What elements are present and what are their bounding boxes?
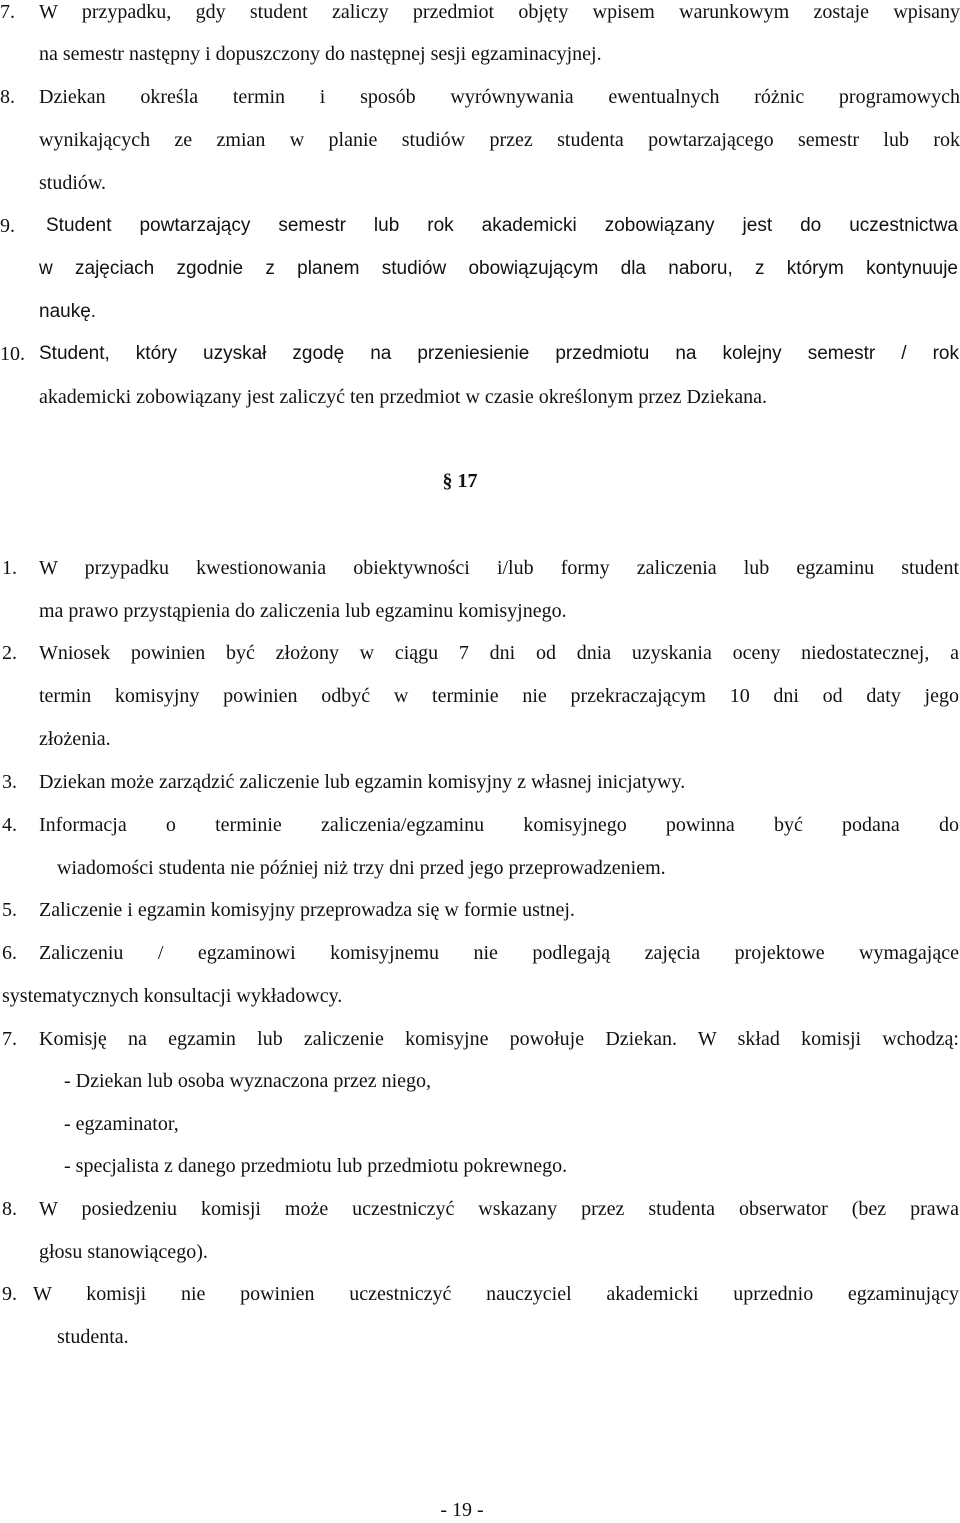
item-text-line: Zaliczeniu / egzaminowi komisyjnemu nie podlegają zajęcia projektowe wymagające [39, 942, 959, 964]
item-number: 7. [0, 1, 15, 23]
item-text-line: Informacja o terminie zaliczenia/egzaminu komisyjnego powinna być podana do [39, 814, 959, 836]
item-text-line: systematycznych konsultacji wykładowcy. [2, 985, 343, 1007]
sub-list-item: - specjalista z danego przedmiotu lub przedmiotu pokrewnego. [64, 1155, 568, 1177]
item-number: 8. [0, 86, 15, 108]
item-number: 8. [2, 1198, 17, 1220]
item-text-line: na semestr następny i dopuszczony do następnej sesji egzaminacyjnej. [39, 43, 602, 65]
item-text-line: Student powtarzający semestr lub rok akademicki zobowiązany jest do uczestnictwa [46, 215, 958, 236]
item-text-line: W przypadku kwestionowania obiektywności i/lub formy zaliczenia lub egzaminu student [39, 557, 959, 579]
item-number: 10. [0, 343, 25, 365]
item-number: 7. [2, 1028, 17, 1050]
item-text-line: W posiedzeniu komisji może uczestniczyć wskazany przez studenta obserwator (bez prawa [39, 1198, 959, 1220]
item-number: 2. [2, 642, 17, 664]
page-number: - 19 - [440, 1499, 484, 1521]
item-text-line: głosu stanowiącego). [39, 1241, 208, 1263]
item-text-line: studiów. [39, 172, 107, 194]
item-text-line: termin komisyjny powinien odbyć w terminie nie przekraczającym 10 dni od daty jego [39, 685, 959, 707]
item-number: 4. [2, 814, 17, 836]
item-text-line: studenta. [57, 1326, 129, 1348]
sub-list-item: - Dziekan lub osoba wyznaczona przez niego, [64, 1070, 432, 1092]
item-text-line: wiadomości studenta nie później niż trzy dni przed jego przeprowadzeniem. [57, 857, 666, 879]
item-number: 5. [2, 899, 17, 921]
item-number: 6. [2, 942, 17, 964]
sub-list-item: - egzaminator, [64, 1113, 179, 1135]
item-text-line: Wniosek powinien być złożony w ciągu 7 dni od dnia uzyskania oceny niedostatecznej, a [39, 642, 959, 664]
item-text-line: naukę. [39, 301, 97, 322]
item-text-line: Dziekan może zarządzić zaliczenie lub egzamin komisyjny z własnej inicjatywy. [39, 771, 686, 793]
section-title: § 17 [442, 470, 478, 492]
item-text-line: Zaliczenie i egzamin komisyjny przeprowadza się w formie ustnej. [39, 899, 575, 921]
item-number: 9. [0, 215, 15, 237]
item-text-line: W komisji nie powinien uczestniczyć nauczyciel akademicki uprzednio egzaminujący [33, 1283, 959, 1305]
item-number: 3. [2, 771, 17, 793]
item-text-line: złożenia. [39, 728, 111, 750]
item-number: 9. [2, 1283, 17, 1305]
item-text-line: Student, który uzyskał zgodę na przeniesienie przedmiotu na kolejny semestr / rok [39, 343, 959, 364]
item-text-line: w zajęciach zgodnie z planem studiów obowiązującym dla naboru, z którym kontynuuje [39, 258, 958, 279]
item-text-line: wynikających ze zmian w planie studiów przez studenta powtarzającego semestr lub rok [39, 129, 960, 151]
item-text-line: ma prawo przystąpienia do zaliczenia lub egzaminu komisyjnego. [39, 600, 567, 622]
item-text-line: akademicki zobowiązany jest zaliczyć ten przedmiot w czasie określonym przez Dziekana. [39, 386, 767, 408]
item-text-line: Komisję na egzamin lub zaliczenie komisyjne powołuje Dziekan. W skład komisji wchodzą: [39, 1028, 959, 1050]
item-text-line: Dziekan określa termin i sposób wyrównywania ewentualnych różnic programowych [39, 86, 960, 108]
item-text-line: W przypadku, gdy student zaliczy przedmiot objęty wpisem warunkowym zostaje wpisany [39, 1, 960, 23]
item-number: 1. [2, 557, 17, 579]
